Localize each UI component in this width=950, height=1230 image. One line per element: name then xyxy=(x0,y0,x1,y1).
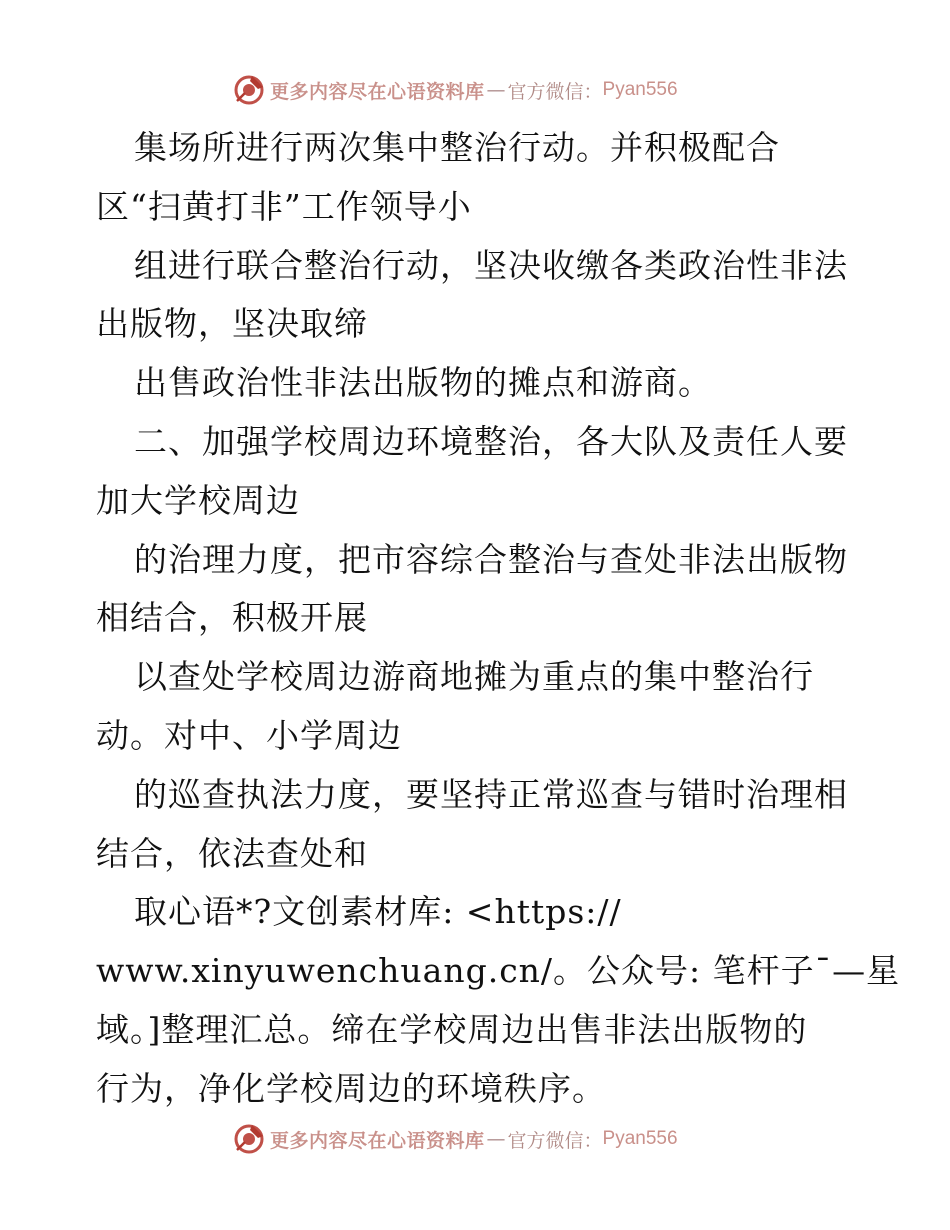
body-line: 动。对中、小学周边 xyxy=(96,715,402,755)
body-line: 集场所进行两次集中整治行动。并积极配合 xyxy=(134,128,780,167)
body-line: 加大学校周边 xyxy=(96,480,300,520)
banner-account-label: 官方微信： xyxy=(507,80,603,103)
body-line: 的治理力度，把市容综合整治与查处非法出版物 xyxy=(134,539,848,579)
body-line: 取心语*?文创素材库: <https:// xyxy=(134,892,622,932)
body-line: 出售政治性非法出版物的摊点和游商。 xyxy=(134,363,712,403)
body-line: 域。]整理汇总。缔在学校周边出售非法出版物的 xyxy=(96,1009,808,1049)
banner-account-label: 官方微信： xyxy=(507,1129,603,1152)
pen-nib-circle-icon xyxy=(232,73,266,107)
pen-nib-circle-icon xyxy=(232,1122,266,1156)
body-line: 二、加强学校周边环境整治，各大队及责任人要 xyxy=(134,421,848,461)
body-line: 结合，依法查处和 xyxy=(96,833,368,873)
footer-banner xyxy=(232,1121,678,1157)
banner-separator: — xyxy=(486,1128,506,1150)
banner-separator: — xyxy=(486,79,506,101)
body-line: 相结合，积极开展 xyxy=(96,598,368,638)
banner-wechat-id: Pyan556 xyxy=(602,1128,678,1149)
body-line: 组进行联合整治行动，坚决收缴各类政治性非法 xyxy=(134,245,848,285)
body-line: www.xinyuwenchuang.cn/。公众号: 笔杆子¯—星 xyxy=(96,951,901,991)
body-line: 出版物，坚决取缔 xyxy=(96,304,368,344)
header-banner xyxy=(232,72,678,108)
body-line: 行为，净化学校周边的环境秩序。 xyxy=(96,1068,606,1108)
banner-brand-text: 更多内容尽在心语资料库 xyxy=(270,80,485,103)
document-body xyxy=(96,119,901,1119)
banner-wechat-id: Pyan556 xyxy=(602,79,678,100)
body-line: 以查处学校周边游商地摊为重点的集中整治行 xyxy=(134,657,814,697)
body-line: 区“扫黄打非”工作领导小 xyxy=(96,186,472,226)
banner-brand-text: 更多内容尽在心语资料库 xyxy=(270,1129,485,1152)
body-line: 的巡查执法力度，要坚持正常巡查与错时治理相 xyxy=(134,774,848,814)
